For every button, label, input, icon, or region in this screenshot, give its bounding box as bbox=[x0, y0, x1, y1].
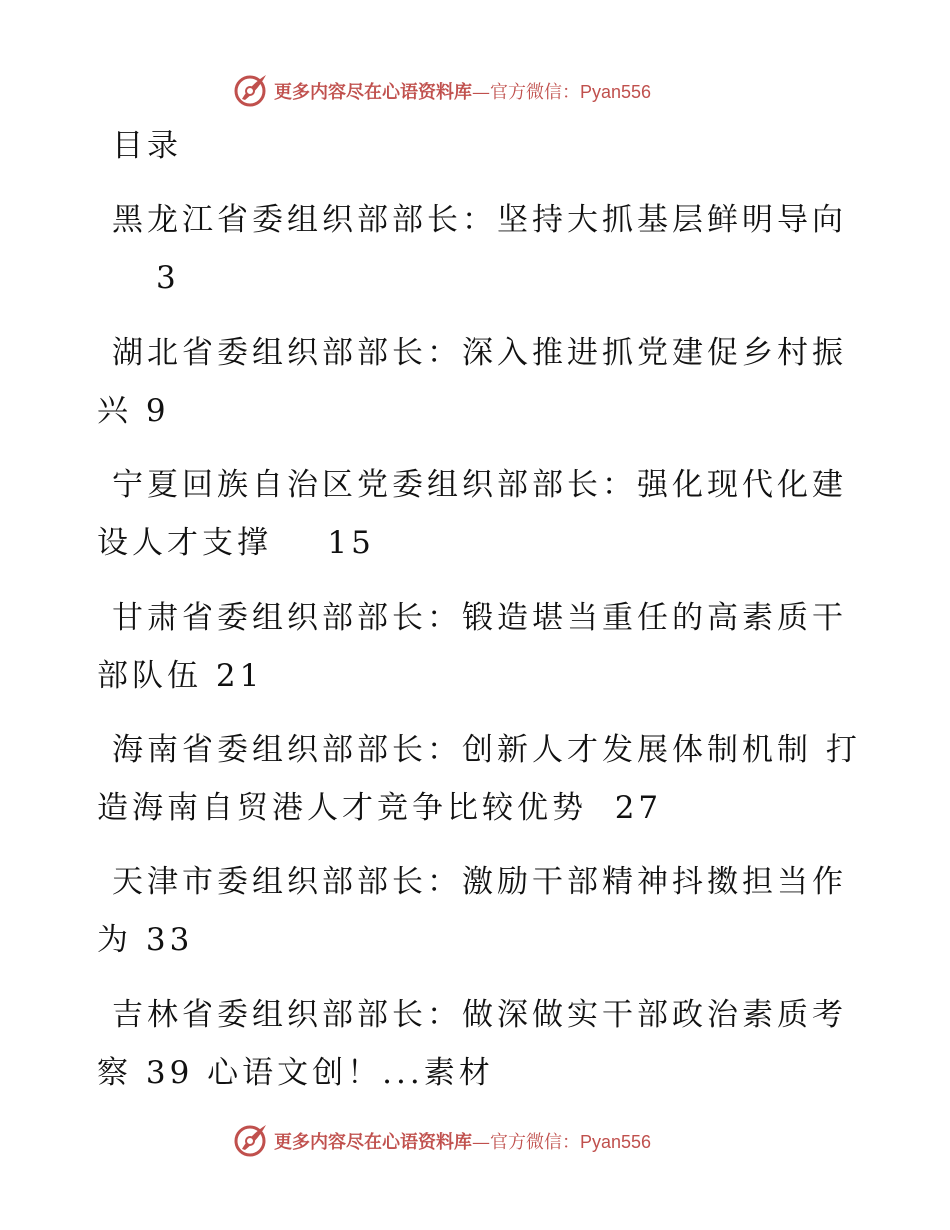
toc-entry-7-line2[interactable]: 察 39 心语文创！...素材 bbox=[97, 1055, 494, 1091]
banner-main-text: 更多内容尽在心语资料库 bbox=[274, 82, 472, 103]
banner-dash: — bbox=[472, 1132, 490, 1153]
banner-wechat-label: 官方微信： bbox=[490, 1132, 580, 1153]
toc-entry-6-line2[interactable]: 为 33 bbox=[97, 922, 194, 958]
toc-entry-4-line1[interactable]: 甘肃省委组织部部长：锻造堪当重任的高素质干 bbox=[112, 600, 847, 636]
toc-heading: 目录 bbox=[112, 128, 182, 164]
quill-logo-icon bbox=[233, 1122, 269, 1158]
toc-entry-3-line1[interactable]: 宁夏回族自治区党委组织部部长：强化现代化建 bbox=[112, 467, 847, 503]
banner-wechat-id: Pyan556 bbox=[580, 82, 652, 102]
banner-text bbox=[274, 1128, 651, 1154]
toc-entry-4-line2[interactable]: 部队伍 21 bbox=[97, 658, 264, 694]
toc-entry-5-line1[interactable]: 海南省委组织部部长：创新人才发展体制机制 打 bbox=[112, 732, 861, 768]
banner-main-text: 更多内容尽在心语资料库 bbox=[274, 1132, 472, 1153]
toc-entry-3-line2[interactable]: 设人才支撑 15 bbox=[97, 525, 375, 561]
toc-entry-1-line2[interactable]: 3 bbox=[156, 260, 180, 296]
toc-entry-2-line2[interactable]: 兴 9 bbox=[97, 393, 170, 429]
toc-entry-1-line1[interactable]: 黑龙江省委组织部部长：坚持大抓基层鲜明导向 bbox=[112, 202, 847, 238]
banner-dash: — bbox=[472, 82, 490, 103]
banner-wechat-id: Pyan556 bbox=[580, 1132, 652, 1152]
toc-entry-2-line1[interactable]: 湖北省委组织部部长：深入推进抓党建促乡村振 bbox=[112, 335, 847, 371]
header-banner bbox=[0, 70, 950, 110]
banner-wechat-label: 官方微信： bbox=[490, 82, 580, 103]
footer-banner bbox=[0, 1120, 950, 1160]
quill-logo-icon bbox=[233, 72, 269, 108]
toc-entry-7-line1[interactable]: 吉林省委组织部部长：做深做实干部政治素质考 bbox=[112, 997, 847, 1033]
banner-text bbox=[274, 78, 651, 104]
toc-entry-6-line1[interactable]: 天津市委组织部部长：激励干部精神抖擞担当作 bbox=[112, 864, 847, 900]
toc-entry-5-line2[interactable]: 造海南自贸港人才竞争比较优势 27 bbox=[97, 790, 663, 826]
